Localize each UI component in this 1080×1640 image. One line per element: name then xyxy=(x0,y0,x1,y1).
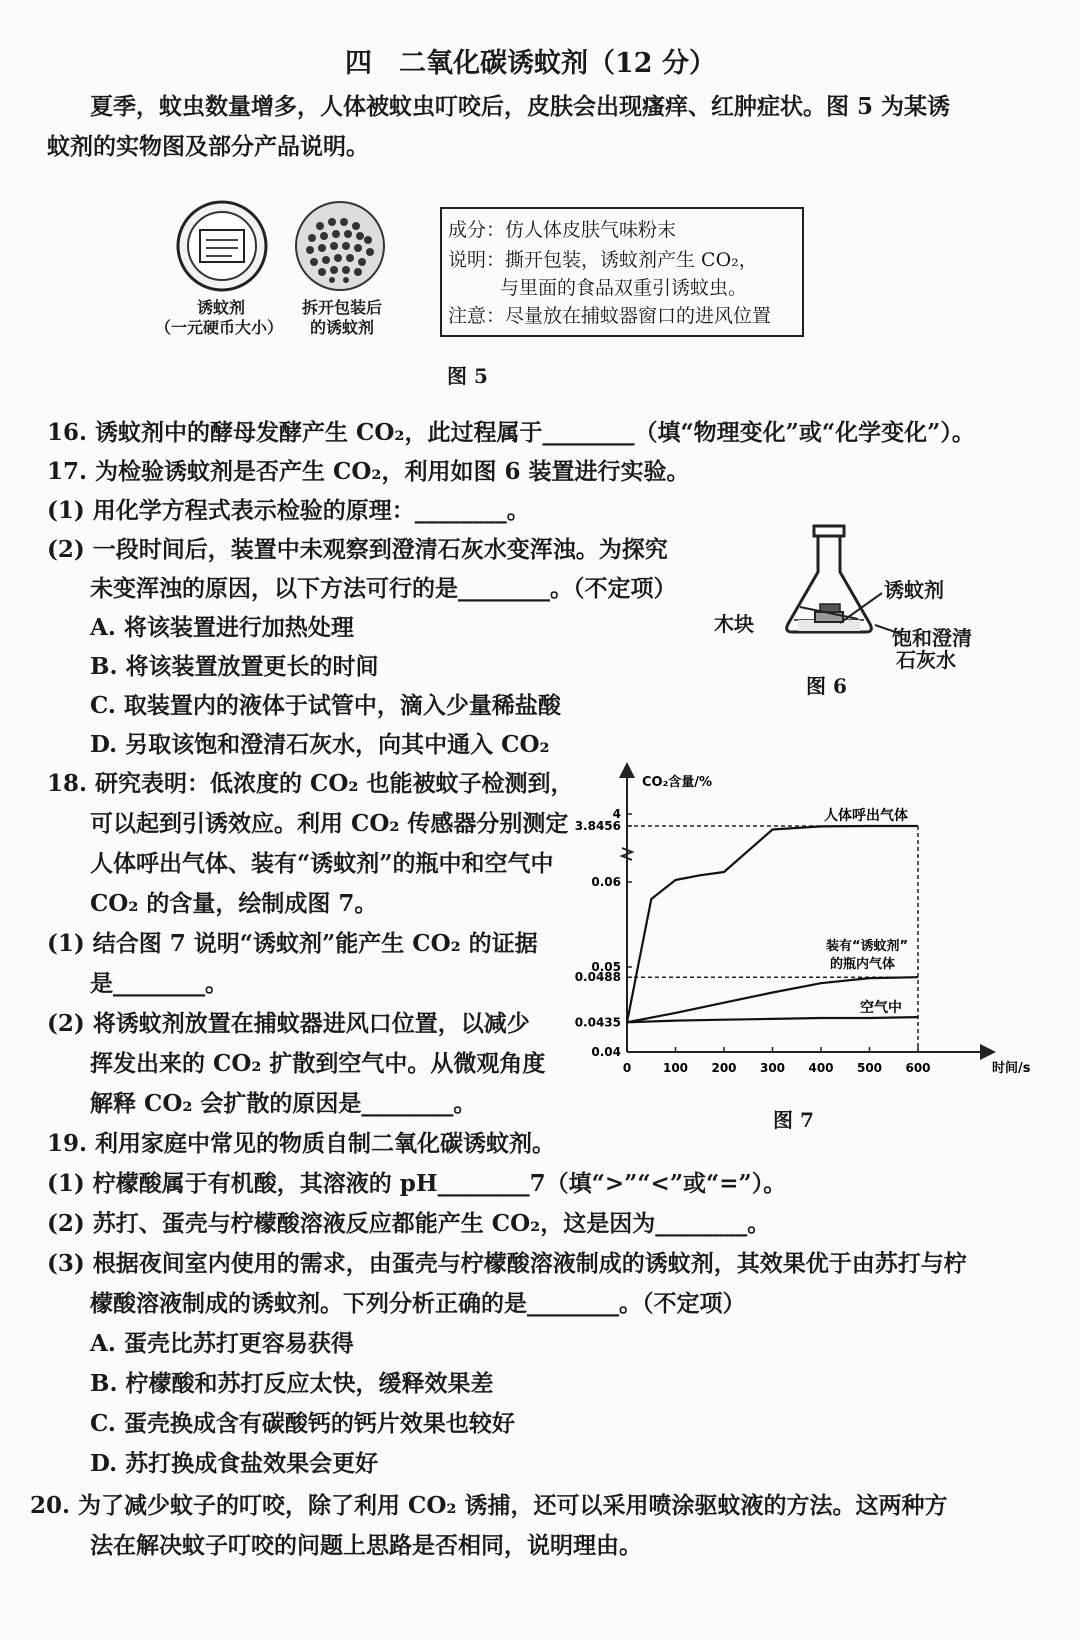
stopper xyxy=(814,526,844,536)
y-tick-label: 0.0488 xyxy=(574,970,621,985)
legend-lure-bottle-line2: 的瓶内气体 xyxy=(830,957,896,972)
y-tick-label: 4 xyxy=(612,807,621,821)
question-19-option-a: A. 蛋壳比苏打更容易获得 xyxy=(90,1330,354,1357)
question-19-option-d: D. 苏打换成食盐效果会更好 xyxy=(90,1450,379,1477)
fig5-caption: 图 5 xyxy=(447,364,488,388)
question-20-line2: 法在解决蚊子叮咬的问题上思路是否相同，说明理由。 xyxy=(90,1532,642,1559)
opened-package-image xyxy=(296,202,384,290)
question-17-option-b: B. 将该装置放置更长的时间 xyxy=(90,653,379,680)
x-tick-label: 100 xyxy=(662,1061,689,1075)
question-19-3-line2: 檬酸溶液制成的诱蚊剂。下列分析正确的是________。（不定项） xyxy=(90,1290,746,1317)
coin-label-1: 诱蚊剂 xyxy=(197,298,246,317)
legend-air: 空气中 xyxy=(860,1000,902,1016)
fig5-product-images xyxy=(170,200,400,310)
axis-break xyxy=(622,848,632,860)
fig6-label-water-2: 石灰水 xyxy=(896,648,956,672)
question-18-1-line2: 是________。 xyxy=(90,970,228,997)
fig6-label-agent: 诱蚊剂 xyxy=(884,578,944,602)
fig6-label-water-1: 饱和澄清 xyxy=(892,626,972,650)
y-tick-label: 0.04 xyxy=(591,1045,621,1059)
question-18-1-line1: (1) 结合图 7 说明“诱蚊剂”能产生 CO₂ 的证据 xyxy=(47,930,538,957)
question-17-option-a: A. 将该装置进行加热处理 xyxy=(90,614,354,641)
question-17-2-line1: (2) 一段时间后，装置中未观察到澄清石灰水变浑浊。为探究 xyxy=(47,536,668,563)
section-title: 四 二氧化碳诱蚊剂（12 分） xyxy=(345,48,716,79)
y-tick-label: 0.0435 xyxy=(574,1015,621,1030)
coin-package-image xyxy=(178,202,266,290)
legend-human-breath: 人体呼出气体 xyxy=(824,808,908,824)
question-18-2-line1: (2) 将诱蚊剂放置在捕蚊器进风口位置，以减少 xyxy=(47,1010,530,1037)
coin-label-2: （一元硬币大小） xyxy=(155,318,284,337)
question-17-option-c: C. 取装置内的液体于试管中，滴入少量稀盐酸 xyxy=(90,692,561,719)
question-17-2-line2: 未变浑浊的原因，以下方法可行的是________。（不定项） xyxy=(90,575,677,602)
fig6-leader-lines xyxy=(740,575,900,655)
y-tick-label: 3.8456 xyxy=(574,819,621,833)
question-19-option-c: C. 蛋壳换成含有碳酸钙的钙片效果也较好 xyxy=(90,1410,515,1437)
x-tick-label: 300 xyxy=(759,1061,786,1075)
fig6-label-block: 木块 xyxy=(714,612,754,636)
y-axis-label: CO₂含量/% xyxy=(642,775,713,790)
intro-line-2: 蚊剂的实物图及部分产品说明。 xyxy=(47,133,369,160)
question-19-3-line1: (3) 根据夜间室内使用的需求，由蛋壳与柠檬酸溶液制成的诱蚊剂，其效果优于由苏打与柠 xyxy=(47,1250,967,1277)
legend-lure-bottle-line1: 装有“诱蚊剂” xyxy=(826,939,909,954)
box-line-note: 注意：尽量放在捕蚊器窗口的进风位置 xyxy=(448,305,772,327)
question-19-option-b: B. 柠檬酸和苏打反应太快，缓释效果差 xyxy=(90,1370,494,1397)
question-17-1: (1) 用化学方程式表示检验的原理：________。 xyxy=(47,497,530,524)
question-17-option-d: D. 另取该饱和澄清石灰水，向其中通入 CO₂ xyxy=(90,731,550,758)
question-16: 16. 诱蚊剂中的酵母发酵产生 CO₂，此过程属于________（填“物理变化”或“化学变化”）。 xyxy=(47,419,975,446)
fig6-caption: 图 6 xyxy=(806,674,847,698)
question-18-2-line2: 挥发出来的 CO₂ 扩散到空气中。从微观角度 xyxy=(90,1050,546,1077)
opened-label-1: 拆开包装后 xyxy=(302,298,383,317)
box-line-description-cont: 与里面的食品双重引诱蚊虫。 xyxy=(500,277,748,299)
y-tick-label: 0.05 xyxy=(591,960,621,974)
question-18-line4: CO₂ 的含量，绘制成图 7。 xyxy=(90,890,378,917)
question-18-2-line3: 解释 CO₂ 会扩散的原因是________。 xyxy=(90,1090,477,1117)
x-axis-label: 时间/s xyxy=(992,1061,1031,1076)
question-18-line1: 18. 研究表明：低浓度的 CO₂ 也能被蚊子检测到， xyxy=(47,770,574,797)
x-tick-label: 0 xyxy=(622,1061,632,1075)
question-17: 17. 为检验诱蚊剂是否产生 CO₂，利用如图 6 装置进行实验。 xyxy=(47,458,690,485)
x-tick-label: 500 xyxy=(856,1061,883,1075)
fig7-co2-chart xyxy=(560,760,1040,1140)
series-air-line xyxy=(627,1017,918,1022)
box-line-ingredient: 成分：仿人体皮肤气味粉末 xyxy=(448,219,677,241)
x-tick-label: 600 xyxy=(905,1061,931,1075)
question-20-line1: 20. 为了减少蚊子的叮咬，除了利用 CO₂ 诱捕，还可以采用喷涂驱蚊液的方法。这两种方 xyxy=(30,1492,948,1519)
x-tick-label: 400 xyxy=(808,1061,834,1075)
fig7-caption: 图 7 xyxy=(773,1108,814,1132)
intro-line-1: 夏季，蚊虫数量增多，人体被蚊虫叮咬后，皮肤会出现瘙痒、红肿症状。图 5 为某诱 xyxy=(90,93,951,120)
opened-label-2: 的诱蚊剂 xyxy=(310,318,375,337)
x-tick-label: 200 xyxy=(711,1061,737,1075)
box-line-description: 说明：撕开包装，诱蚊剂产生 CO₂， xyxy=(448,249,758,271)
question-19-2: (2) 苏打、蛋壳与柠檬酸溶液反应都能产生 CO₂，这是因为________。 xyxy=(47,1210,771,1237)
question-18-line3: 人体呼出气体、装有“诱蚊剂”的瓶中和空气中 xyxy=(90,850,554,877)
question-19: 19. 利用家庭中常见的物质自制二氧化碳诱蚊剂。 xyxy=(47,1130,556,1157)
question-18-line2: 可以起到引诱效应。利用 CO₂ 传感器分别测定 xyxy=(90,810,569,837)
question-19-1: (1) 柠檬酸属于有机酸，其溶液的 pH________7（填“>”“<”或“=”）。 xyxy=(47,1170,787,1197)
product-description-box xyxy=(440,207,804,337)
y-tick-label: 0.06 xyxy=(591,875,621,889)
